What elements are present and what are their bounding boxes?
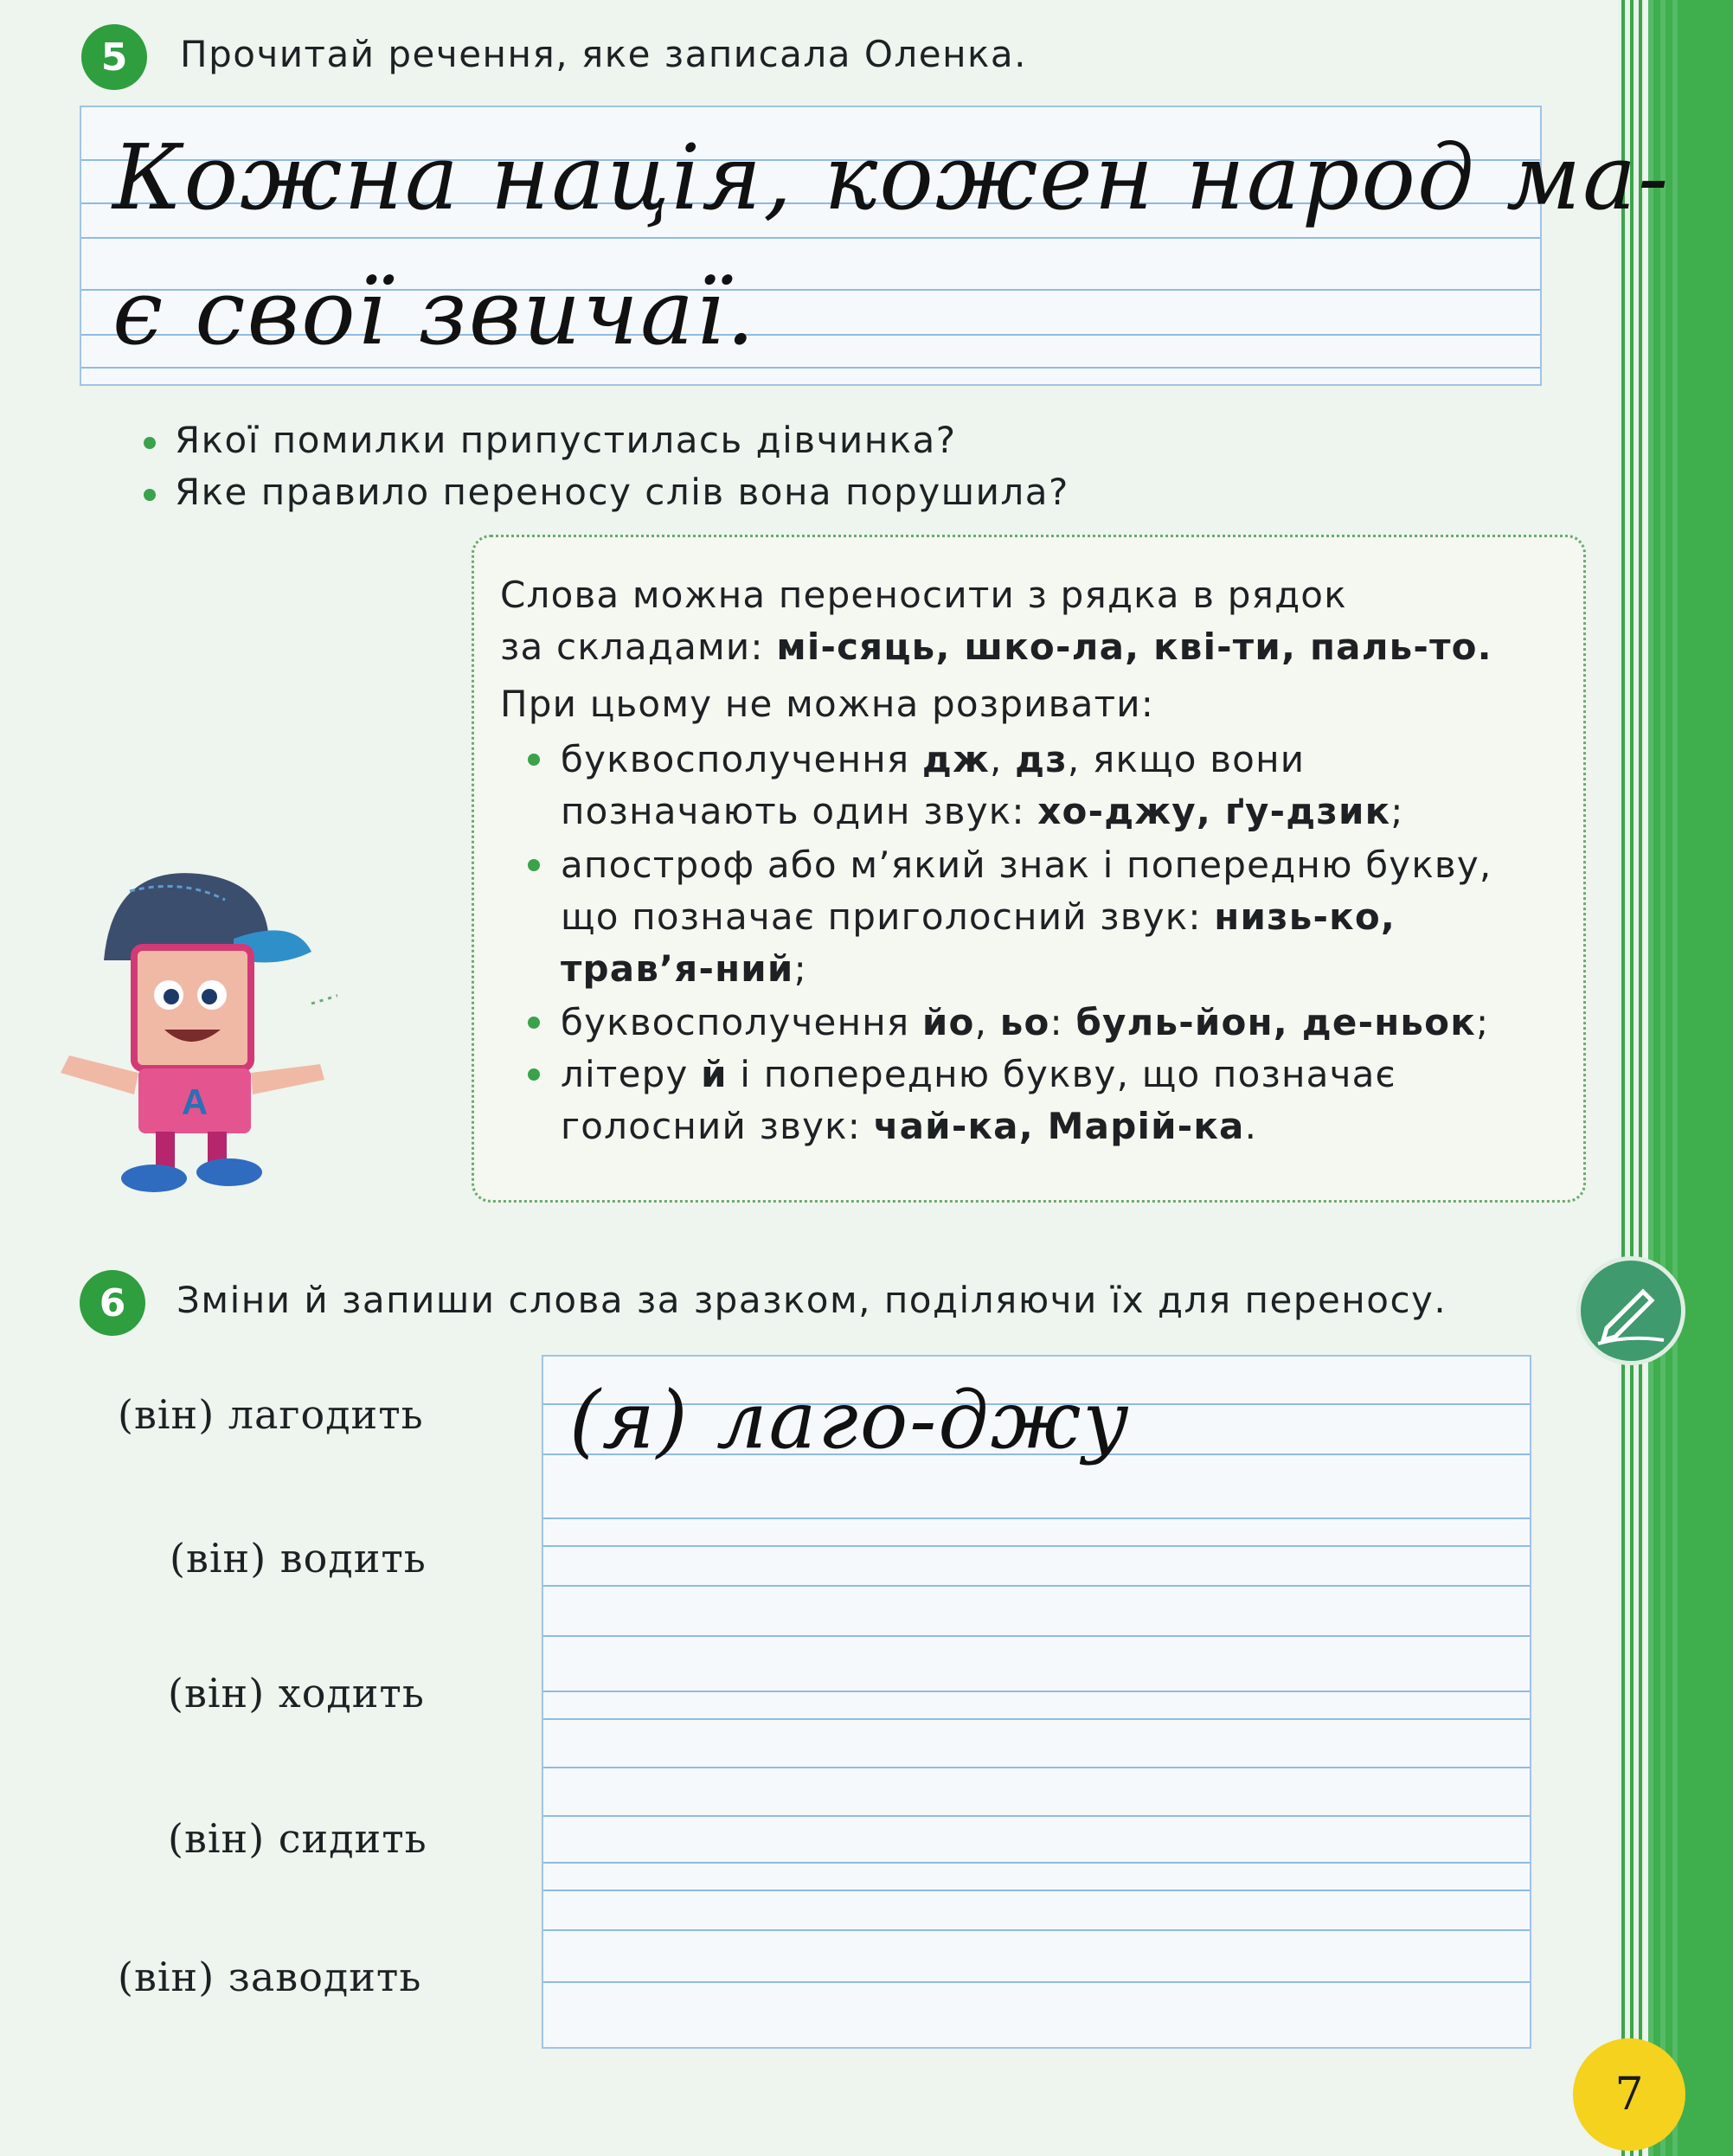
handwritten-line-2: є свої звичаї. [112, 260, 757, 365]
rule-item-1b: позначають один звук: хо-джу, ґу-дзик; [561, 790, 1404, 832]
page-margin-band [1648, 0, 1733, 2156]
rule-item-4b: голосний звук: чай-ка, Марій-ка. [561, 1105, 1258, 1147]
rule-intro-1: Слова можна переносити з рядка в рядок [500, 574, 1347, 616]
rule-item-1a: буквосполучення дж, дз, якщо вони [561, 738, 1306, 780]
answer-notebook [542, 1355, 1531, 2049]
rule-item-2b: що позначає приголосний звук: низь-ко, [561, 895, 1396, 938]
rule-item-4a: літеру й і попередню букву, що позначає [561, 1053, 1396, 1095]
task5-instruction: Прочитай речення, яке записала Оленка. [180, 33, 1028, 75]
mascot-book-character-icon [52, 857, 337, 1194]
bullet-icon [528, 1068, 540, 1081]
bullet-icon [144, 437, 156, 449]
bullet-icon [528, 1017, 540, 1029]
handwritten-line-1: Кожна нація, кожен народ ма- [112, 125, 1671, 230]
rule-item-2a: апостроф або м’який знак і попередню букву, [561, 844, 1492, 886]
handwriting-notebook [80, 106, 1671, 386]
question-2: Яке правило переносу слів вона порушила? [144, 471, 1069, 513]
word-4: (він) сидить [168, 1815, 427, 1862]
pencil-write-icon [1576, 1256, 1685, 1365]
task-number-6: 6 [80, 1270, 145, 1336]
task-number-5: 5 [81, 24, 147, 90]
rule-intro-2: за складами: мі-сяць, шко-ла, кві-ти, паль-то. [500, 626, 1492, 668]
bullet-icon [528, 754, 540, 766]
word-3: (він) ходить [168, 1670, 425, 1716]
bullet-icon [528, 859, 540, 871]
word-1: (він) лагодить [118, 1391, 424, 1438]
question-1: Якої помилки припустилась дівчинка? [144, 419, 957, 461]
rule-box [472, 535, 1586, 1203]
bullet-icon [144, 489, 156, 501]
page-number: 7 [1573, 2038, 1685, 2151]
rule-item-2c: трав’я-ний; [561, 947, 807, 990]
rule-item-3: буквосполучення йо, ьо: буль-йон, де-ньок; [561, 1001, 1490, 1043]
word-5: (він) заводить [118, 1954, 422, 2000]
svg-text:A: A [181, 1081, 209, 1122]
rule-intro-3: При цьому не можна розривати: [500, 683, 1155, 725]
word-2: (він) водить [170, 1535, 427, 1582]
sample-answer: (я) лаго-джу [569, 1374, 1131, 1466]
margin-stripes [1618, 0, 1644, 2156]
task6-instruction: Зміни й запиши слова за зразком, поділяючи їх для переносу. [177, 1279, 1447, 1321]
